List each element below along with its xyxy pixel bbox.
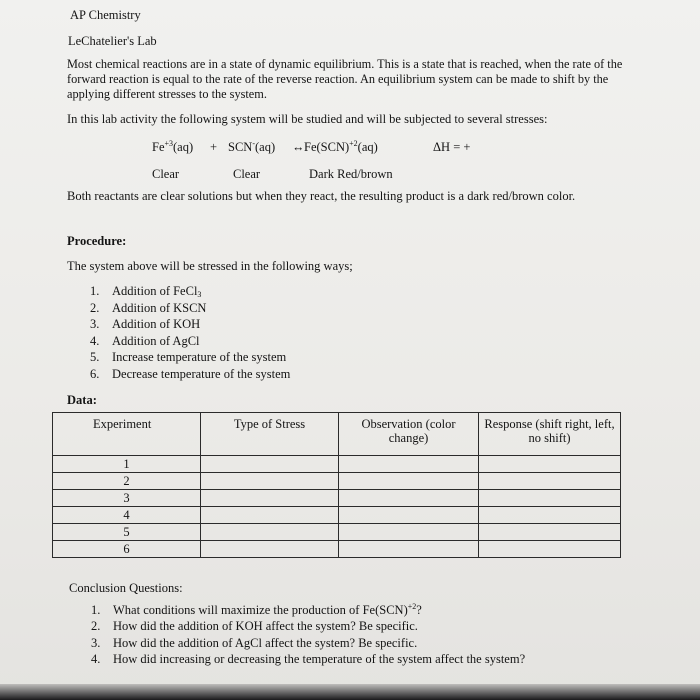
procedure-step: 1. Addition of FeCl$_3$ bbox=[90, 284, 202, 299]
table-row bbox=[53, 541, 621, 558]
experiment-number: 4 bbox=[53, 507, 201, 524]
equation-product: Fe(SCN)$^{+2}$(aq) bbox=[304, 139, 378, 154]
equation-reactant-scn: SCN-(aq) bbox=[228, 139, 276, 154]
experiment-number: 3 bbox=[53, 490, 201, 507]
equilibrium-arrow: ↔ bbox=[292, 140, 305, 154]
observation-cell[interactable] bbox=[339, 507, 479, 524]
table-row bbox=[53, 473, 621, 490]
procedure-step: 5. Increase temperature of the system bbox=[90, 350, 287, 364]
product-color: Dark Red/brown bbox=[309, 167, 393, 181]
equation-reactant-fe: $Fe^{+3}(aq)$ bbox=[152, 139, 194, 154]
data-table bbox=[52, 412, 621, 558]
stress-cell[interactable] bbox=[201, 524, 339, 541]
procedure-step: 2. Addition of KSCN bbox=[90, 300, 207, 315]
table-row bbox=[53, 524, 621, 541]
procedure-step: 4. Addition of AgCl bbox=[90, 333, 200, 348]
stress-cell[interactable] bbox=[201, 490, 339, 507]
stress-cell[interactable] bbox=[201, 541, 339, 558]
response-cell[interactable] bbox=[479, 473, 621, 490]
experiment-number: 5 bbox=[53, 524, 201, 541]
procedure-step: 6. Decrease temperature of the system bbox=[90, 366, 291, 381]
observation-cell[interactable] bbox=[339, 490, 479, 507]
procedure-lead: The system above will be stressed in the following ways; bbox=[67, 259, 353, 273]
observation-cell[interactable] bbox=[339, 524, 479, 541]
intro-paragraph: Most chemical reactions are in a state of dynamic equilibrium. This is a state that is reached, when the rate of the forward reaction is equal to the rate of the reverse reaction. An equilibrium system can be made to shift by the applying different stresses to the system. bbox=[67, 57, 623, 101]
procedure-heading: Procedure: bbox=[67, 234, 127, 248]
response-cell[interactable] bbox=[479, 490, 621, 507]
enthalpy-change: ΔH = + bbox=[433, 140, 471, 154]
column-header-observation: Observation (color change) bbox=[339, 413, 479, 456]
response-cell[interactable] bbox=[479, 507, 621, 524]
reactants-note: Both reactants are clear solutions but when they react, the resulting product is a dark red/brown color. bbox=[67, 189, 576, 203]
column-header-response: Response (shift right, left, no shift) bbox=[479, 413, 621, 456]
scn-color: Clear bbox=[233, 167, 261, 181]
conclusion-question: 3. How did the addition of AgCl affect the system? Be specific. bbox=[91, 635, 418, 650]
response-cell[interactable] bbox=[479, 456, 621, 473]
observation-cell[interactable] bbox=[339, 456, 479, 473]
table-header-row bbox=[53, 413, 621, 456]
procedure-list bbox=[90, 283, 290, 382]
course-title: AP Chemistry bbox=[70, 8, 141, 22]
table-row bbox=[53, 490, 621, 507]
experiment-number: 6 bbox=[53, 541, 201, 558]
conclusion-question: 2. How did the addition of KOH affect the system? Be specific. bbox=[91, 619, 418, 634]
stress-cell[interactable] bbox=[201, 456, 339, 473]
observation-cell[interactable] bbox=[339, 541, 479, 558]
lab-title: LeChatelier's Lab bbox=[68, 34, 157, 48]
intro-text bbox=[67, 57, 627, 102]
table-row bbox=[53, 507, 621, 524]
conclusion-question: 1. What conditions will maximize the production of Fe(SCN)$^{+2}$? bbox=[91, 602, 422, 617]
procedure-step: 3. Addition of KOH bbox=[90, 317, 201, 331]
study-statement: In this lab activity the following system will be studied and will be subjected to several stresses: bbox=[67, 112, 548, 126]
data-heading: Data: bbox=[67, 393, 97, 407]
photo-edge-shadow bbox=[0, 684, 700, 700]
conclusion-heading: Conclusion Questions: bbox=[69, 581, 183, 595]
response-cell[interactable] bbox=[479, 541, 621, 558]
column-header-experiment: Experiment bbox=[53, 413, 201, 456]
stress-cell[interactable] bbox=[201, 473, 339, 490]
experiment-number: 2 bbox=[53, 473, 201, 490]
fe-color: Clear bbox=[152, 167, 180, 181]
table-row bbox=[53, 456, 621, 473]
column-header-stress: Type of Stress bbox=[201, 413, 339, 456]
conclusion-question: 4. How did increasing or decreasing the temperature of the system affect the system? bbox=[91, 651, 526, 666]
experiment-number: 1 bbox=[53, 456, 201, 473]
stress-cell[interactable] bbox=[201, 507, 339, 524]
observation-cell[interactable] bbox=[339, 473, 479, 490]
response-cell[interactable] bbox=[479, 524, 621, 541]
equation-plus: + bbox=[210, 140, 218, 154]
conclusion-list bbox=[91, 602, 525, 667]
